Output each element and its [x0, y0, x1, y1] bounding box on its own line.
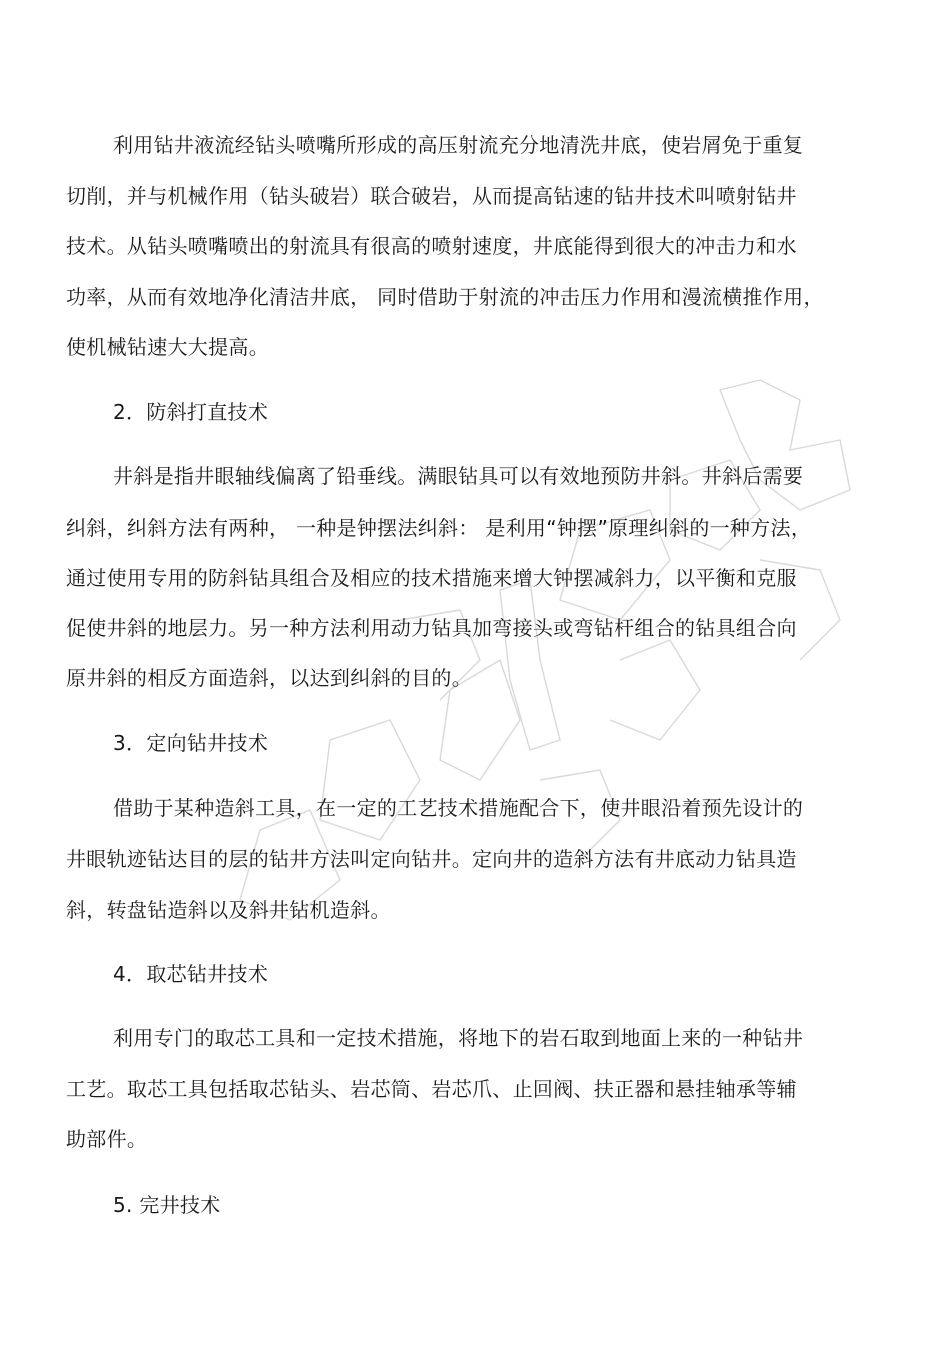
paragraph-line: 使机械钻速大大提高。	[66, 335, 269, 359]
paragraph-line: 利用钻井液流经钻头喷嘴所形成的高压射流充分地清洗井底，使岩屑免于重复	[113, 133, 804, 157]
section-heading: 2．防斜打直技术	[113, 400, 269, 424]
paragraph-line: 功率，从而有效地净化清洁井底， 同时借助于射流的冲击压力作用和漫流横推作用，	[66, 285, 824, 309]
section-heading: 5. 完井技术	[113, 1193, 221, 1217]
paragraph-line: 通过使用专用的防斜钻具组合及相应的技术措施来增大钟摆减斜力，以平衡和克服	[66, 566, 797, 590]
paragraph-line: 工艺。取芯工具包括取芯钻头、岩芯筒、岩芯爪、止回阀、扶正器和悬挂轴承等辅	[66, 1077, 797, 1101]
section-heading: 3．定向钻井技术	[113, 731, 269, 755]
paragraph-line: 井眼轨迹钻达目的层的钻井方法叫定向钻井。定向井的造斜方法有井底动力钻具造	[66, 847, 797, 871]
paragraph-line: 助部件。	[66, 1127, 148, 1151]
paragraph-line: 利用专门的取芯工具和一定技术措施，将地下的岩石取到地面上来的一种钻井	[113, 1026, 804, 1050]
paragraph-line: 切削，并与机械作用（钻头破岩）联合破岩，从而提高钻速的钻井技术叫喷射钻井	[66, 184, 797, 208]
paragraph-line: 原井斜的相反方面造斜，以达到纠斜的目的。	[66, 666, 472, 690]
paragraph-line: 借助于某种造斜工具，在一定的工艺技术措施配合下，使井眼沿着预先设计的	[113, 796, 804, 820]
paragraph-line: 井斜是指井眼轴线偏离了铅垂线。满眼钻具可以有效地预防井斜。井斜后需要	[113, 464, 804, 488]
paragraph-line: 纠斜，纠斜方法有两种， 一种是钟摆法纠斜： 是利用“钟摆”原理纠斜的一种方法，	[66, 516, 812, 540]
section-heading: 4．取芯钻井技术	[113, 962, 269, 986]
paragraph-line: 斜，转盘钻造斜以及斜井钻机造斜。	[66, 898, 391, 922]
paragraph-line: 技术。从钻头喷嘴喷出的射流具有很高的喷射速度，井底能得到很大的冲击力和水	[66, 234, 797, 258]
paragraph-line: 促使井斜的地层力。另一种方法利用动力钻具加弯接头或弯钻杆组合的钻具组合向	[66, 616, 797, 640]
